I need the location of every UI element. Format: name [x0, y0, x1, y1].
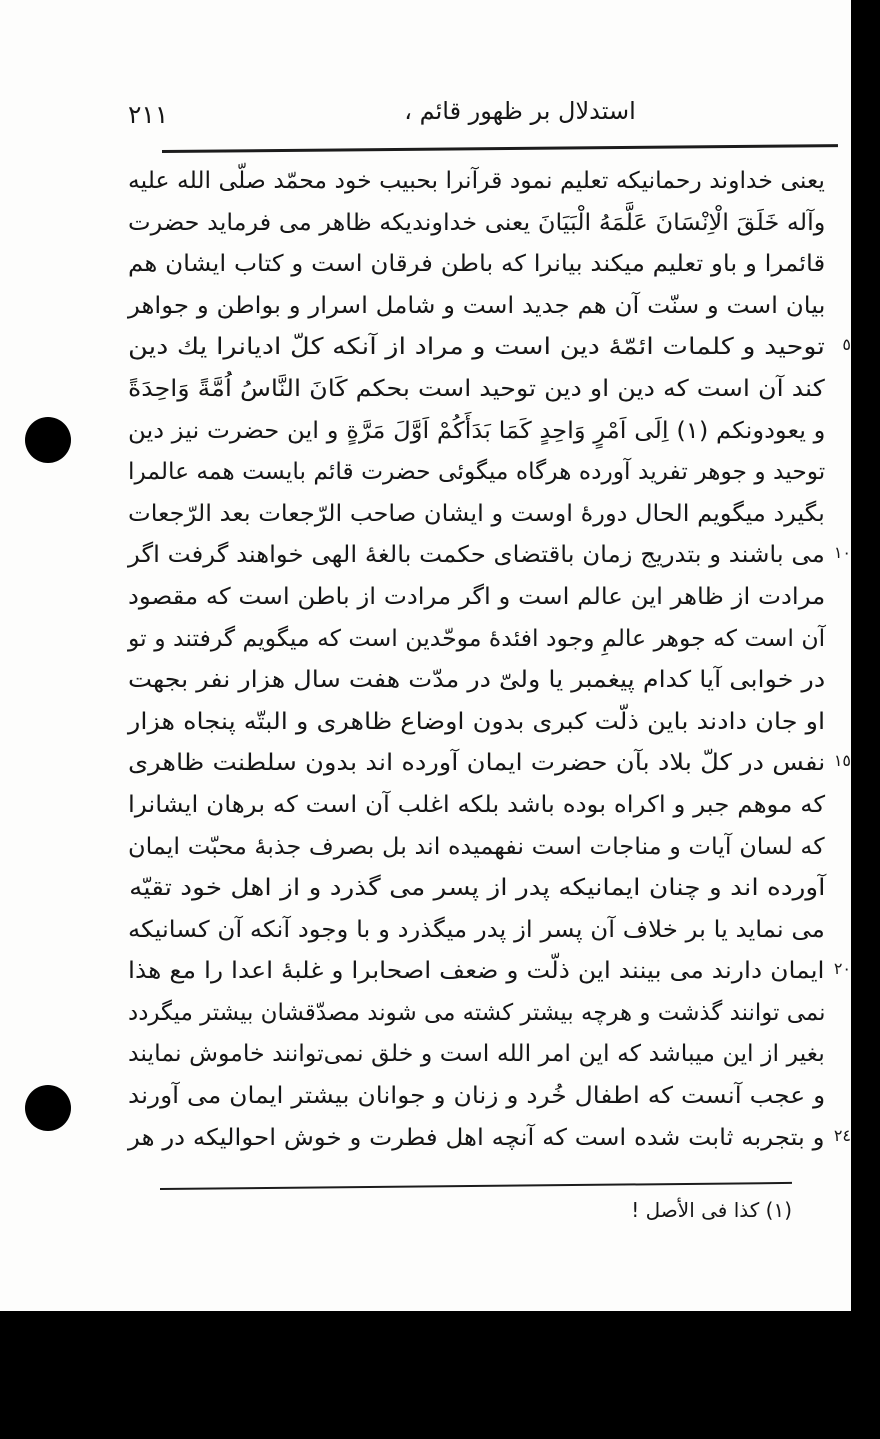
text-line: [128, 244, 825, 286]
line-text: و عجب آنست كه اطفال خُرد و زنان و جوانان بيشتر ايمان مى آورند: [127, 1083, 825, 1110]
footnote-text: (١) كذا فى الأصل !: [631, 1198, 792, 1222]
line-text: نفس در كلّ بلاد بآن حضرت ايمان آورده اند بدون سلطنت ظاهرى: [127, 750, 825, 777]
margin-line-number: ٢٠: [833, 959, 851, 979]
margin-line-number: ٢٤: [833, 1125, 851, 1145]
line-text: و يعودونكم (١) اِلَى اَمْرٍ وَاحِدٍ كَمَا بَدَأَكُمْ اَوَّلَ مَرَّةٍ و اين حضرت نيز دين: [127, 417, 825, 444]
text-line: [128, 619, 825, 661]
text-line: [128, 910, 825, 952]
text-line: [128, 411, 825, 453]
scan-black-band-right: [851, 0, 880, 1439]
margin-line-number: ٥: [842, 335, 851, 355]
body-text-block: [127, 161, 851, 1159]
line-text: بگيرد ميگويم الحال دورهٔ اوست و ايشان صاحب الرّجعات بعد الرّجعات: [128, 500, 825, 527]
line-text: ايمان دارند مى بينند اين ذلّت و ضعف اصحابرا و غلبهٔ اعدا را مع هذا: [128, 958, 825, 985]
running-header-title: استدلال بر ظهور قائم ،: [404, 97, 636, 125]
line-text: وآله خَلَقَ الْاِنْسَانَ عَلَّمَهُ الْبَيَانَ يعنى خداونديكه ظاهر مى فرمايد حضرت: [127, 209, 825, 236]
footnote-rule: [160, 1182, 792, 1190]
punch-hole-bottom: [25, 1085, 71, 1131]
text-line: [128, 702, 825, 744]
text-line: [128, 327, 851, 369]
text-line: [128, 161, 825, 203]
scan-black-band-bottom: [0, 1311, 880, 1439]
margin-line-number: ١٥: [833, 751, 851, 771]
line-text: قائمرا و باو تعليم ميكند بيانرا كه باطن فرقان است و كتاب ايشان هم: [127, 251, 825, 278]
line-text: كه لسان آيات و مناجات است نفهميده اند بل بصرف جذبهٔ محبّت ايمان: [128, 833, 825, 860]
text-line: [128, 452, 825, 494]
line-text: مى باشند و بتدريج زمان باقتضاى حكمت بالغهٔ الهى خواهند گرفت اگر: [128, 542, 825, 569]
text-line: [128, 827, 825, 869]
line-text: مى نمايد يا بر خلاف آن پسر از پدر ميگذرد و با وجود آنكه آن كسانيكه: [128, 916, 825, 943]
punch-hole-top: [25, 417, 71, 463]
line-text: كند آن است كه دين او دين توحيد است بحكم كَانَ النَّاسُ اُمَّةً وَاحِدَةً: [128, 375, 825, 402]
text-line: [128, 577, 825, 619]
text-line: [128, 1076, 825, 1118]
line-text: نمى توانند گذشت و هرچه بيشتر كشته مى شوند مصدّقشان بيشتر ميگردد: [127, 999, 825, 1026]
line-text: در خوابى آيا كدام پيغمبر يا ولىّ در مدّت هفت سال هزار نفر بجهت: [127, 667, 825, 694]
header-rule: [162, 144, 838, 153]
text-line: [128, 993, 825, 1035]
line-text: توحيد و جوهر تفريد آورده هرگاه ميگوئى حضرت قائم بايست همه عالمرا: [127, 459, 825, 486]
line-text: آن است كه جوهر عالمِ وجود افئدهٔ موحّدين است كه ميگويم گرفتند و تو: [127, 625, 825, 652]
text-line: [128, 1034, 825, 1076]
text-line: [128, 660, 825, 702]
text-line: [128, 785, 825, 827]
text-line: [128, 1118, 851, 1160]
text-line: [128, 951, 851, 993]
line-text: آورده اند و چنان ايمانيكه پدر از پسر مى گذرد و از اهل خود تقيّه: [128, 875, 825, 902]
text-line: [128, 286, 825, 328]
line-text: او جان دادند باين ذلّت كبرى بدون اوضاع ظاهرى و البتّه پنجاه هزار: [127, 708, 825, 735]
line-text: بغير از اين ميباشد كه اين امر الله است و خلق نمى‌توانند خاموش نمايند: [128, 1041, 825, 1068]
margin-line-number: ١٠: [833, 543, 851, 563]
line-text: كه موهم جبر و اكراه بوده باشد بلكه اغلب آن است كه برهان ايشانرا: [127, 791, 825, 818]
page-number: ٢١١: [128, 100, 169, 129]
text-line: [128, 369, 825, 411]
line-text: توحيد و كلمات ائمّهٔ دين است و مراد از آنكه كلّ اديانرا يك دين: [128, 334, 825, 361]
text-line: [128, 535, 851, 577]
line-text: و بتجربه ثابت شده است كه آنچه اهل فطرت و خوش احواليكه در هر: [128, 1124, 825, 1151]
line-text: مرادت از ظاهر اين عالم است و اگر مرادت از باطن است كه مقصود: [127, 583, 825, 610]
text-line: [128, 494, 825, 536]
text-line: [128, 203, 825, 245]
text-line: [127, 743, 851, 785]
text-line: [128, 868, 825, 910]
line-text: بيان است و سنّت آن هم جديد است و شامل اسرار و بواطن و جواهر: [127, 292, 825, 319]
line-text: يعنى خداوند رحمانيكه تعليم نمود قرآنرا بحبيب خود محمّد صلّى الله عليه: [128, 168, 825, 194]
